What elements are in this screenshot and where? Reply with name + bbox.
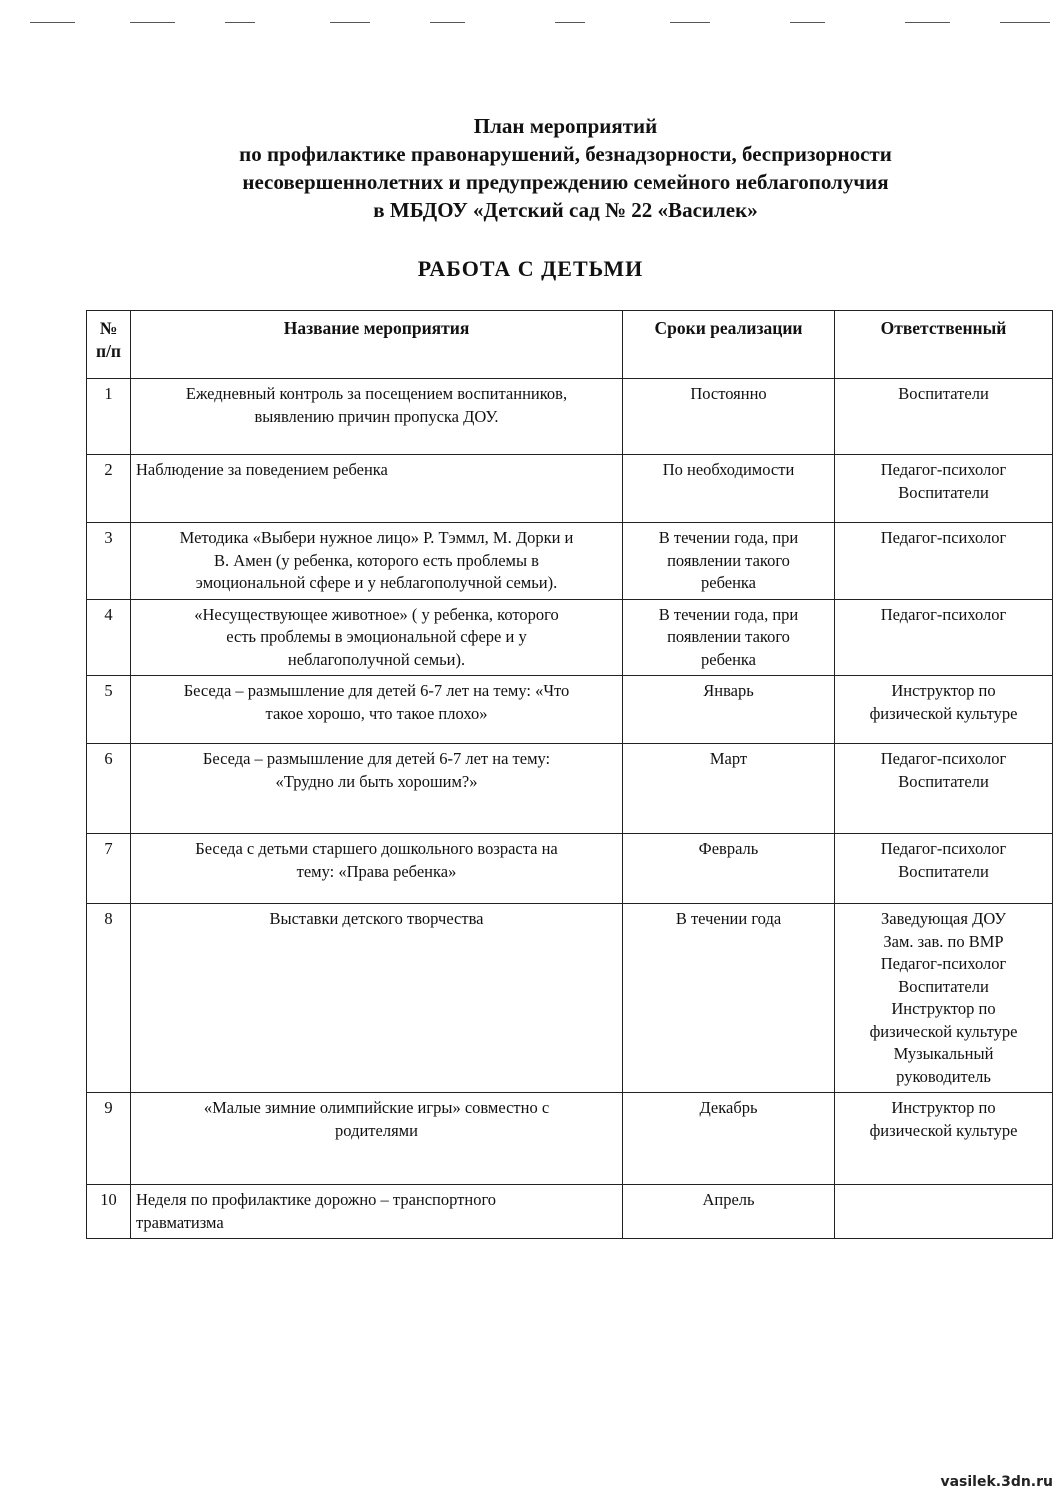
event-name-line: есть проблемы в эмоциональной сфере и у	[226, 627, 527, 646]
header-num-line-1: №	[99, 318, 118, 338]
header-responsible: Ответственный	[835, 311, 1053, 379]
event-responsible-line: Воспитатели	[898, 482, 989, 502]
event-name-line: Неделя по профилактике дорожно – транспортного	[136, 1190, 497, 1209]
event-responsible	[835, 904, 1053, 1093]
event-name	[131, 523, 623, 600]
event-responsible-line: Воспитатели	[898, 771, 989, 791]
event-term	[623, 1093, 835, 1185]
title-line-4: в МБДОУ «Детский сад № 22 «Василек»	[373, 198, 758, 222]
event-responsible	[835, 676, 1053, 744]
row-number: 6	[87, 744, 131, 834]
event-name-line: травматизма	[136, 1212, 224, 1232]
event-name-line: такое хорошо, что такое плохо»	[265, 703, 488, 723]
table-row	[87, 1093, 1053, 1185]
event-name	[131, 676, 623, 744]
event-term	[623, 676, 835, 744]
event-name	[131, 455, 623, 523]
table-row	[87, 1185, 1053, 1239]
event-name-line: Беседа – размышление для детей 6-7 лет на тему: «Что	[183, 681, 570, 700]
event-term-line: Апрель	[702, 1190, 755, 1209]
event-term-line: Февраль	[698, 839, 759, 858]
row-number: 5	[87, 676, 131, 744]
row-number: 4	[87, 599, 131, 676]
event-name	[131, 1185, 623, 1239]
header-num	[87, 311, 131, 379]
row-number: 7	[87, 834, 131, 904]
row-number: 1	[87, 379, 131, 455]
event-responsible-line: Заведующая ДОУ	[880, 909, 1007, 928]
row-number: 9	[87, 1093, 131, 1185]
event-responsible-line: Педагог-психолог	[880, 460, 1007, 479]
event-name-line: выявлению причин пропуска ДОУ.	[254, 406, 499, 426]
event-term-line: Январь	[703, 681, 754, 700]
event-name-line: тему: «Права ребенка»	[296, 861, 457, 881]
row-number: 10	[87, 1185, 131, 1239]
event-name-line: В. Амен (у ребенка, которого есть проблемы в	[214, 550, 539, 570]
event-responsible-line: Инструктор по	[891, 681, 996, 700]
event-responsible-line: физической культуре	[869, 1120, 1018, 1140]
event-responsible	[835, 599, 1053, 676]
event-term-line: В течении года, при	[658, 604, 799, 624]
table-row	[87, 834, 1053, 904]
event-name-line: Ежедневный контроль за посещением воспитанников,	[185, 384, 568, 403]
event-name-line: Методика «Выбери нужное лицо» Р. Тэммл, М. Дорки и	[179, 528, 574, 547]
event-term-line: ребенка	[701, 649, 756, 669]
event-term	[623, 599, 835, 676]
event-term	[623, 455, 835, 523]
title-line-3: несовершеннолетних и предупреждению семейного неблагополучия	[242, 170, 889, 194]
event-responsible-line: Педагог-психолог	[880, 604, 1007, 624]
event-responsible-line: Педагог-психолог	[880, 839, 1007, 858]
event-term-line: Декабрь	[699, 1098, 758, 1117]
event-responsible	[835, 744, 1053, 834]
event-responsible-line: руководитель	[896, 1066, 991, 1086]
event-term-line: По необходимости	[662, 460, 795, 479]
event-responsible	[835, 379, 1053, 455]
section-title: РАБОТА С ДЕТЬМИ	[417, 256, 644, 281]
event-term-line: появлении такого	[667, 627, 790, 646]
document-header	[0, 112, 1061, 224]
event-name-line: Беседа – размышление для детей 6-7 лет на тему:	[202, 749, 551, 768]
event-term-line: Постоянно	[690, 384, 767, 403]
table-row	[87, 599, 1053, 676]
event-name-line: «Несуществующее животное» ( у ребенка, которого	[194, 604, 559, 624]
table-row	[87, 523, 1053, 600]
event-name-line: неблагополучной семьи).	[287, 649, 466, 669]
title-line-1: План мероприятий	[473, 114, 658, 138]
event-responsible-line: Педагог-психолог	[880, 954, 1007, 973]
event-name	[131, 379, 623, 455]
event-responsible-line: Воспитатели	[898, 976, 989, 996]
table-row	[87, 455, 1053, 523]
event-responsible-line: физической культуре	[869, 703, 1018, 723]
event-name-line: Беседа с детьми старшего дошкольного возраста на	[195, 839, 558, 858]
event-term	[623, 523, 835, 600]
header-num-line-2: п/п	[95, 340, 122, 361]
event-name-line: Наблюдение за поведением ребенка	[136, 460, 388, 479]
header-term: Сроки реализации	[623, 311, 835, 379]
row-number: 3	[87, 523, 131, 600]
event-term-line: В течении года, при	[658, 528, 799, 547]
title-line-2: по профилактике правонарушений, безнадзорности, беспризорности	[239, 142, 892, 166]
event-responsible-line: физической культуре	[869, 1021, 1018, 1041]
event-responsible-line: Педагог-психолог	[880, 528, 1007, 547]
event-term-line: появлении такого	[667, 550, 790, 570]
event-name-line: Выставки детского творчества	[269, 909, 484, 928]
event-term	[623, 379, 835, 455]
event-responsible	[835, 1185, 1053, 1239]
table-body	[87, 379, 1053, 1239]
event-responsible	[835, 523, 1053, 600]
event-responsible	[835, 834, 1053, 904]
event-responsible-line: Инструктор по	[891, 999, 996, 1018]
table-row	[87, 744, 1053, 834]
event-term-line: Март	[709, 749, 748, 768]
event-term-line: В течении года	[675, 909, 782, 928]
watermark: vasilek.3dn.ru	[940, 1474, 1053, 1490]
event-term	[623, 744, 835, 834]
event-name	[131, 834, 623, 904]
event-term	[623, 1185, 835, 1239]
header-name: Название мероприятия	[131, 311, 623, 379]
event-name	[131, 599, 623, 676]
table-row	[87, 379, 1053, 455]
event-responsible-line: Музыкальный	[893, 1044, 994, 1063]
event-name-line: «Малые зимние олимпийские игры» совместно с	[203, 1098, 550, 1117]
row-number: 8	[87, 904, 131, 1093]
event-name	[131, 744, 623, 834]
event-responsible-line: Воспитатели	[898, 384, 989, 403]
event-responsible	[835, 1093, 1053, 1185]
event-name-line: «Трудно ли быть хорошим?»	[275, 771, 478, 791]
table-header-row	[87, 311, 1053, 379]
event-name-line: эмоциональной сфере и у неблагополучной семьи).	[195, 573, 558, 592]
event-term	[623, 834, 835, 904]
event-name	[131, 904, 623, 1093]
events-plan-table	[86, 310, 1053, 1239]
event-responsible-line: Педагог-психолог	[880, 749, 1007, 768]
event-responsible	[835, 455, 1053, 523]
event-responsible-line: Воспитатели	[898, 861, 989, 881]
event-responsible-line: Зам. зав. по ВМР	[883, 931, 1004, 951]
row-number: 2	[87, 455, 131, 523]
event-name-line: родителями	[335, 1120, 418, 1140]
table-row	[87, 904, 1053, 1093]
event-term	[623, 904, 835, 1093]
event-name	[131, 1093, 623, 1185]
event-term-line: ребенка	[701, 573, 756, 592]
table-row	[87, 676, 1053, 744]
event-responsible-line: Инструктор по	[891, 1098, 996, 1117]
scan-artifacts	[0, 0, 1061, 40]
